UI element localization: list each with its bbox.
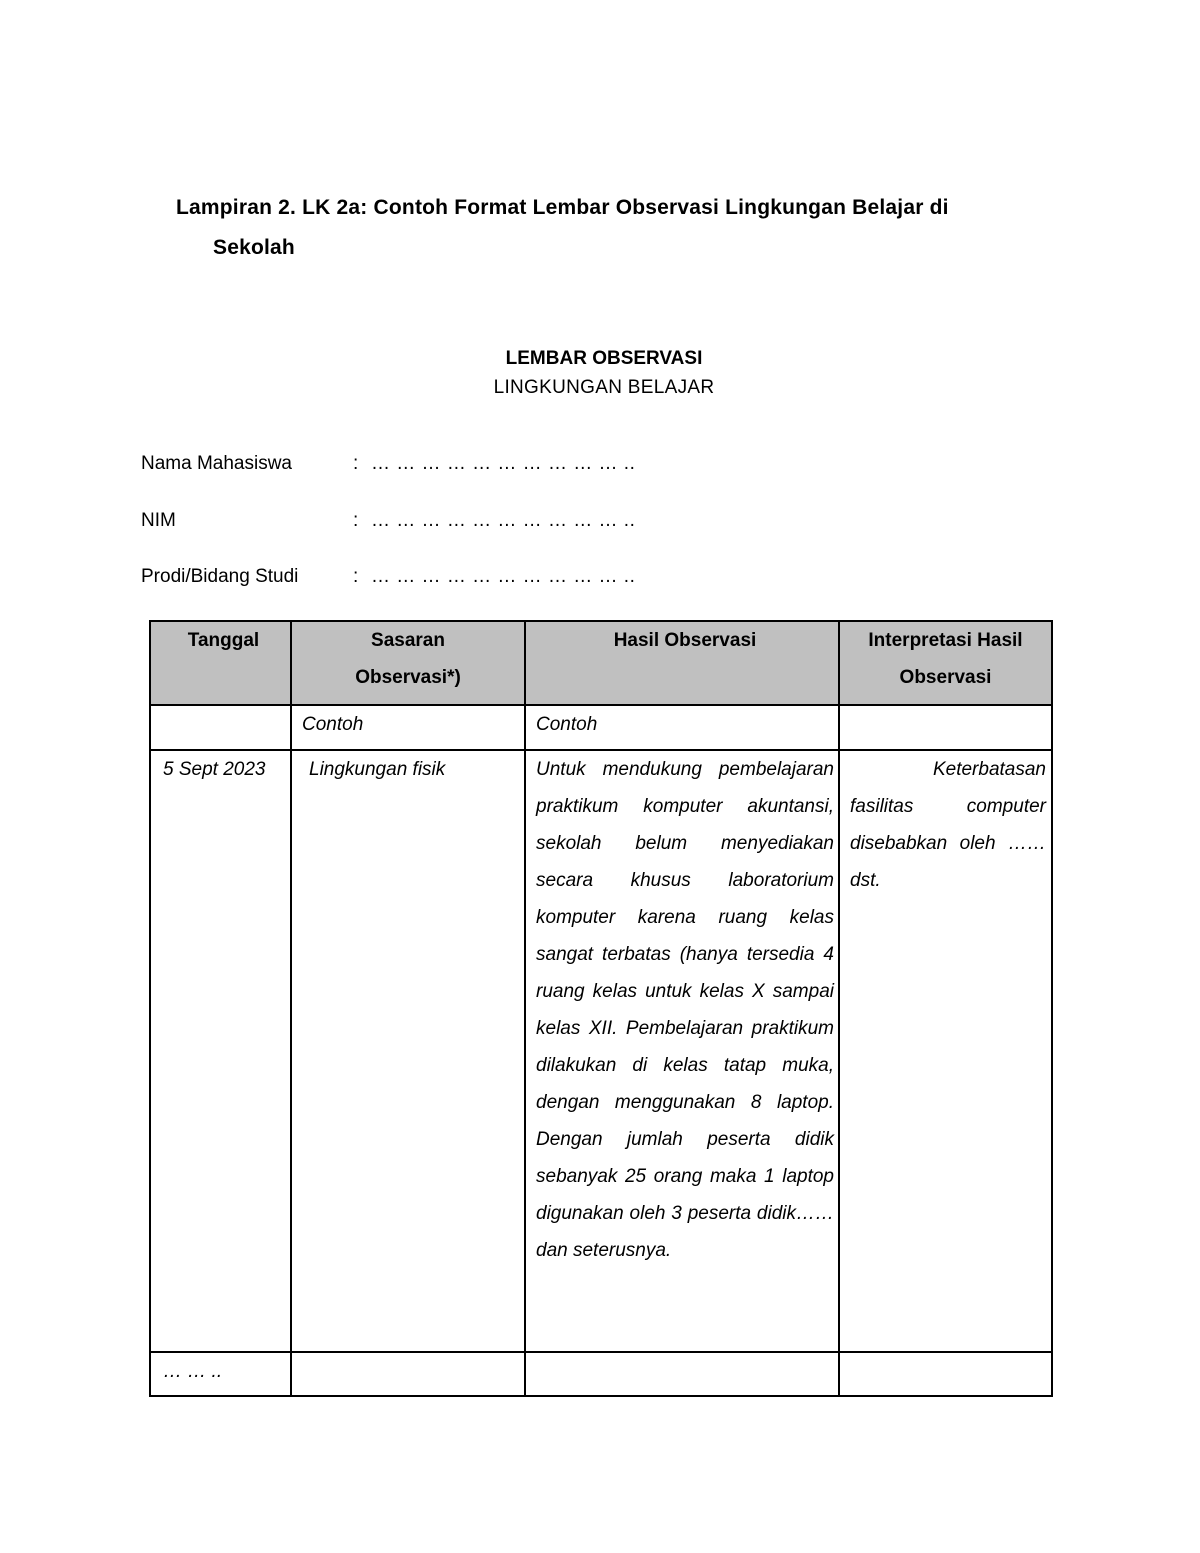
cell-sasaran xyxy=(291,1352,525,1396)
heading-line-2: Sekolah xyxy=(213,236,295,259)
interpretasi-first-word: Keterbatasan xyxy=(932,759,1046,780)
cell-tanggal xyxy=(150,705,291,750)
heading-line-1: Lampiran 2. LK 2a: Contoh Format Lembar Observasi Lingkungan Belajar di xyxy=(176,196,949,219)
identity-colon: : xyxy=(353,566,359,587)
header-tanggal: Tanggal xyxy=(150,621,291,705)
identity-colon: : xyxy=(353,453,359,474)
cell-sasaran: Lingkungan fisik xyxy=(291,750,525,1352)
form-title-main: LEMBAR OBSERVASI xyxy=(505,348,703,369)
header-sasaran: Sasaran Observasi*) xyxy=(291,621,525,705)
identity-row-nama xyxy=(141,450,635,478)
cell-hasil xyxy=(525,1352,839,1396)
table-row xyxy=(150,750,1052,1352)
cell-interpretasi xyxy=(839,750,1052,1352)
observation-table xyxy=(149,620,1053,1397)
table-row xyxy=(150,705,1052,750)
table-row xyxy=(150,1352,1052,1396)
cell-interpretasi xyxy=(839,1352,1052,1396)
identity-row-prodi xyxy=(141,563,635,591)
identity-value-dots: … … … … … … … … … … .. xyxy=(371,453,636,474)
cell-tanggal: 5 Sept 2023 xyxy=(150,750,291,1352)
form-title xyxy=(0,344,1200,402)
cell-tanggal: … … .. xyxy=(150,1352,291,1396)
table-header-row xyxy=(150,621,1052,705)
identity-label: Prodi/Bidang Studi xyxy=(141,566,299,587)
cell-interpretasi xyxy=(839,705,1052,750)
identity-row-nim xyxy=(141,507,635,535)
identity-colon: : xyxy=(353,510,359,531)
cell-hasil: Contoh xyxy=(525,705,839,750)
form-title-sub: LINGKUNGAN BELAJAR xyxy=(493,377,715,398)
identity-value-dots: … … … … … … … … … … .. xyxy=(371,510,636,531)
cell-hasil: Untuk mendukung pembelajaran praktikum komputer akuntansi, sekolah belum menyediakan secara khusus laboratorium komputer karena ruang kelas sangat terbatas (hanya tersedia 4 ruang kelas untuk kelas X sampai kelas XII. Pembelajaran praktikum dilakukan di kelas tatap muka, dengan menggunakan 8 laptop. Dengan jumlah peserta didik sebanyak 25 orang maka 1 laptop digunakan oleh 3 peserta didik……dan seterusnya. xyxy=(525,750,839,1352)
identity-value-dots: … … … … … … … … … … .. xyxy=(371,566,636,587)
identity-label: NIM xyxy=(141,510,176,531)
identity-label: Nama Mahasiswa xyxy=(141,453,292,474)
page-heading xyxy=(176,188,1056,268)
cell-sasaran: Contoh xyxy=(291,705,525,750)
header-interpretasi: Interpretasi Hasil Observasi xyxy=(839,621,1052,705)
header-hasil: Hasil Observasi xyxy=(525,621,839,705)
interpretasi-rest: fasilitas computer disebabkan oleh ……dst. xyxy=(850,796,1046,891)
